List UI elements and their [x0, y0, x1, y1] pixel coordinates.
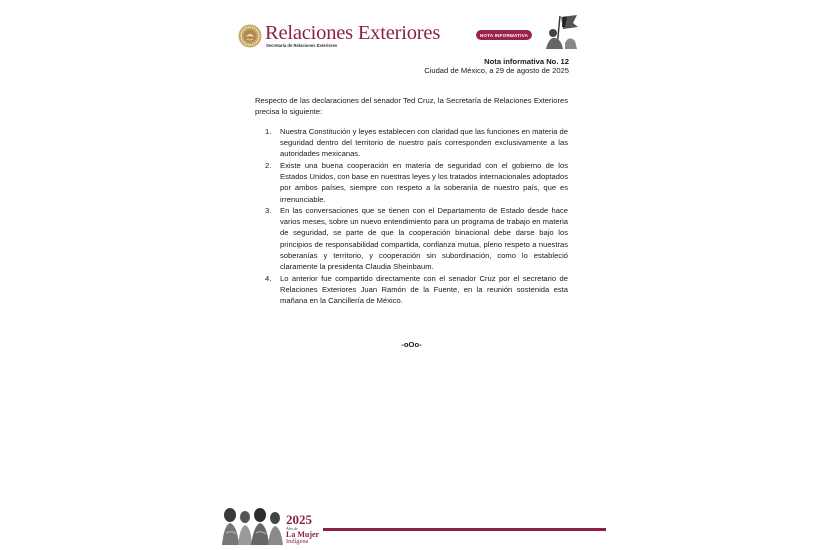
closing-mark: -oOo- — [401, 340, 422, 349]
list-item — [265, 273, 568, 307]
list-item — [265, 126, 568, 160]
organization-subtitle: Secretaría de Relaciones Exteriores — [266, 43, 338, 48]
list-item-number: 3. — [265, 206, 272, 216]
list-item-number: 4. — [265, 273, 272, 283]
list-item — [265, 205, 568, 272]
list-item-text: Lo anterior fue compartido directamente con el senador Cruz por el secretario de Relaciones Exteriores Juan Ramón de la Fuente, en la reunión sostenida esta mañana en la Cancillería de México. — [280, 273, 568, 305]
flag-illustration-icon — [543, 13, 581, 51]
list-item-number: 1. — [265, 127, 272, 136]
numbered-list — [265, 126, 568, 306]
list-item-text: Existe una buena cooperación en materia de seguridad con el gobierno de los Estados Unidos, con base en nuestras leyes y los tratados internacionales adoptados por ambos países, siempre con respeto a la soberanía de nuestro país, que es irrenunciable. — [280, 160, 568, 204]
nota-informativa-badge: NOTA INFORMATIVA — [476, 30, 532, 40]
list-item-text: Nuestra Constitución y leyes establecen con claridad que las funciones en materia de seguridad dentro del territorio de nuestro país corresponden exclusivamente a las autoridades mexicanas. — [280, 127, 568, 159]
list-item-text: En las conversaciones que se tienen con el Departamento de Estado desde hace varios meses, sobre un nuevo entendimiento para un programa de trabajo en materia de seguridad, se parte de que la cooperación binacional debe darse bajo los principios de responsabilidad compartida, confianza mutua, pleno respeto a nuestras soberanías y territorio, y cooperación sin subordinación, como lo estableció claramente la presidenta Claudia Sheinbaum. — [280, 206, 568, 272]
note-number: Nota informativa No. 12 — [484, 57, 569, 66]
year-logo-year: 2025 — [286, 512, 312, 527]
intro-paragraph: Respecto de las declaraciones del senador Ted Cruz, la Secretaría de Relaciones Exteriores precisa lo siguiente: — [255, 96, 568, 117]
place-and-date: Ciudad de México, a 29 de agosto de 2025 — [424, 66, 569, 75]
list-item — [265, 160, 568, 205]
year-logo-line3: Indígena — [286, 538, 309, 546]
year-logo-line2: La Mujer — [286, 530, 320, 540]
footer-divider — [323, 528, 606, 531]
list-item-number: 2. — [265, 160, 272, 170]
organization-title: Relaciones Exteriores — [265, 22, 441, 44]
coat-of-arms-seal-icon — [238, 24, 262, 48]
indigenous-women-illustration-icon — [220, 503, 286, 545]
year-logo-line1: Año de — [286, 526, 298, 531]
year-of-indigenous-woman-logo — [286, 513, 326, 546]
